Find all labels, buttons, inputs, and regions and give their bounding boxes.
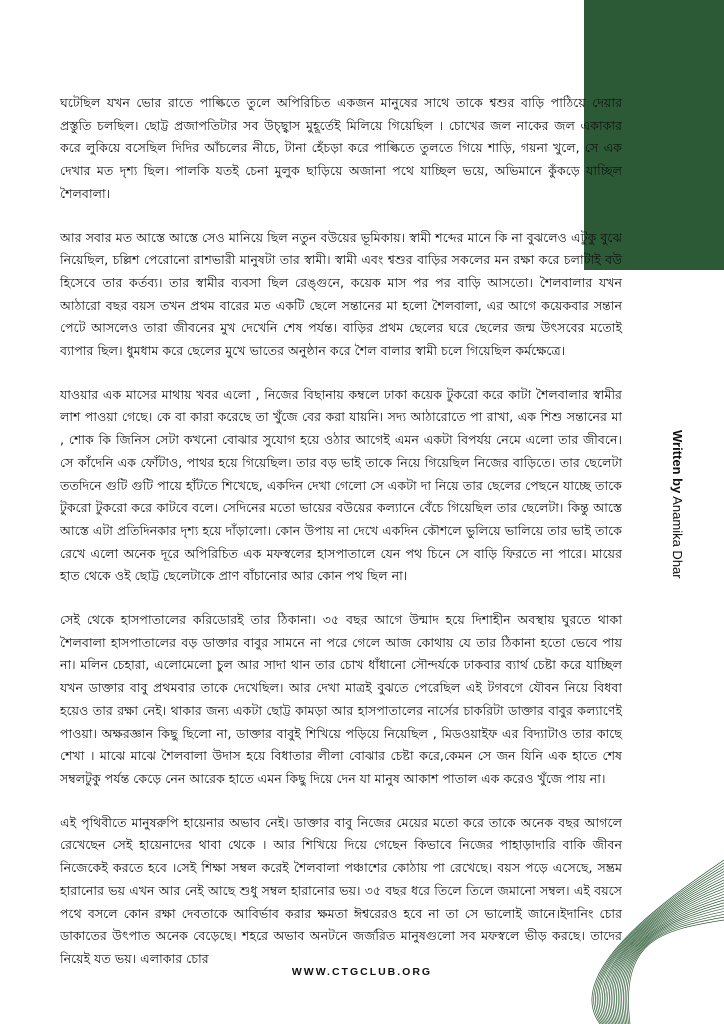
byline-prefix: Written by	[670, 430, 685, 494]
wave-line	[592, 860, 724, 1024]
wave-line	[599, 871, 724, 1024]
paragraph-1: ঘটেছিল যখন ভোর রাতে পাল্কিতে তুলে অপিরিচিত একজন মানুষের সাথে তাকে শ্বশুর বাড়ি পাঠিয়ে দেয়ার প্রস্তুতি চলছিল। ছোট্ট প্রজাপতিটার সব উচ্ছ্বাস মুহূর্তেই মিলিয়ে গিয়েছিল । চোখের জল নাকের জল একাকার করে লুকিয়ে বসেছিল দিদির আঁচলের নীচে, টানা হেঁচড়া করে পাল্কিতে তুলতে গিয়ে শাড়ি, গয়না খুলে, সে এক দেখার মত দৃশ্য ছিল। পালকি যতই চেনা মুলুক ছাড়িয়ে অজানা পথে যাচ্ছিল ভয়ে, অভিমানে কুঁকড়ে যাচ্ছিল শৈলবালা।	[60, 95, 622, 201]
paragraph-4: সেই থেকে হাসপাতালের করিডোরই তার ঠিকানা। ৩৫ বছর আগে উন্মাদ হয়ে দিশাহীন অবস্থায় ঘুরতে থাকা শৈলবালা হাসপাতালের বড় ডাক্তার বাবুর সামনে না পরে গেলে আজ কোথায় যে তার ঠিকানা হতো ভেবে পায় না। মলিন চেহারা, এলোমেলো চুল আর সাদা থান তার চোখ ধাঁধানো সৌন্দর্যকে ঢাকবার ব্যার্থ চেষ্টা করে যাচ্ছিল যখন ডাক্তার বাবু প্রথমবার তাকে দেখেছিল। আর দেখা মাত্রই বুঝতে পেরেছিল এই টগবগে যৌবন নিয়ে বিধবা হয়েও তার রক্ষা নেই। থাকার জন্য একটা ছোট্ট কামড়া আর হাসপাতালের নার্সের চাকরিটা ডাক্তার বাবুর কল্যাণেই পাওয়া। অক্ষরজ্ঞান কিছু ছিলো না, ডাক্তার বাবুই শিখিয়ে পড়িয়ে নিয়েছিল , মিডওয়াইফ এর বিদ্যাটাও তার কাছে শেখা । মাঝে মাঝে শৈলবালা উদাস হয়ে বিধাতার লীলা বোঝার চেষ্টা করে,কেমন সে জন যিনি এক হাতে শেষ সম্বলটুকু পর্যন্ত কেড়ে নেন আরেক হাতে এমন কিছু দিয়ে দেন যা মানুষ আকাশ পাতাল এক করেও খুঁজে পায় না।	[60, 612, 622, 786]
wave-line	[620, 906, 724, 1024]
footer-website: WWW.CTGCLUB.ORG	[291, 966, 433, 978]
author-byline-text	[670, 430, 685, 579]
paragraph-5: এই পৃথিবীতে মানুষরুপি হায়েনার অভাব নেই। ডাক্তার বাবু নিজের মেয়ের মতো করে তাকে অনেক বছর আগলে রেখেছেন সেই হায়েনাদের থাবা থেকে । আর শিখিয়ে দিয়ে গেছেন কিভাবে নিজের পাহাড়াদারি বাকি জীবন নিজেকেই করতে হবে ।সেই শিক্ষা সম্বল করেই শৈলবালা পঞ্চাশের কোঠায় পা রেখেছে। বয়স পড়ে এসেছে, সম্ভ্রম হারানোর ভয় এখন আর নেই আছে শুধু সম্বল হারানোর ভয়। ৩৫ বছর ধরে তিলে তিলে জমানো সম্বল। এই বয়সে পথে বসলে কোন রক্ষা দেবতাকে আবির্ভাব করার ক্ষমতা ঈশ্বরেরও হবে না তা সে ভালোই জানে।ইদানিং চোর ডাকাতের উৎপাত অনেক বেড়েছে। শহরে অভাব অনটনে জর্জরিত মানুষগুলো সব মফস্বলে ভীড় করছে। তাদের নিয়েই যত ভয়। এলাকার চোর	[60, 814, 622, 966]
paragraph-3: যাওয়ার এক মাসের মাথায় খবর এলো , নিজের বিছানায় কম্বলে ঢাকা কয়েক টুকরো করে কাটা শৈলবালার স্বামীর লাশ পাওয়া গেছে। কে বা কারা করেছে তা খুঁজে বের করা যায়নি। সদ্য আঠারোতে পা রাখা, এক শিশু সন্তানের মা , শোক কি জিনিস সেটা কখনো বোঝার সুযোগ হয়ে ওঠার আগেই এমন একটা বিপর্যয় নেমে এলো তার জীবনে। সে কাঁদেনি এক ফোঁটাও, পাথর হয়ে গিয়েছিল। তার বড় ভাই তাকে নিয়ে গিয়েছিল নিজের বাড়িতে। তার ছেলেটা ততদিনে গুটি গুটি পায়ে হাঁটতে শিখেছে, একদিন দেখা গেলো সে একটা দা নিয়ে তার ছেলের পেছনে যাচ্ছে তাকে টুকরো টুকরো করে কাটবে বলে। সেদিনের মতো ভায়ের বউয়ের কল্যানে বেঁচে গিয়েছিল তার ছেলেটা। কিন্তু আস্তে আস্তে এটা প্রতিদিনকার দৃশ্য হয়ে দাঁড়ালো। কোন উপায় না দেখে একদিন কৌশলে ভুলিয়ে ভালিয়ে তার ভাই তাকে রেখে এলো অনেক দূরে অপিরিচিত এক মফস্বলের হাসপাতালে যেন পথ চিনে সে বাড়ি ফিরতে না পারে। মায়ের হাত থেকে ওই ছোট্ট ছেলেটাকে প্রাণ বাঁচানোর আর কোন পথ ছিল না।	[60, 386, 622, 584]
decorative-wave-lines	[560, 850, 724, 1024]
story-body	[60, 92, 622, 992]
paragraph-2: আর সবার মত আস্তে আস্তে সেও মানিয়ে ছিল নতুন বউয়ের ভূমিকায়। স্বামী শব্দের মানে কি না বুঝলেও এটুকু বুঝে নিয়েছিল, চল্লিশ পেরোনো রাশভারী মানুষটা তার স্বামী। স্বামী এবং শ্বশুর বাড়ির সকলের মন রক্ষা করে চলাটাই বউ হিসেবে তার কর্তব্য। তার স্বামীর ব্যবসা ছিল রেঙ্গুনে, কয়েক মাস পর পর বাড়ি আসতো। শৈলবালার যখন আঠারো বছর বয়স তখন প্রথম বারের মত একটি ছেলে সন্তানের মা হলো শৈলবালা, এর আগে কয়েকবার সন্তান পেটে আসলেও তারা জীবনের মুখ দেখেনি শেষ পর্যন্ত। বাড়ির প্রথম ছেলের ঘরে ছেলের জন্ম উৎসবের মতোই ব্যাপার ছিল। ধুমধাম করে ছেলের মুখে ভাতের অনুষ্ঠান করে শৈল বালার স্বামী চলে গিয়েছিল কর্মক্ষেত্রে।	[60, 229, 622, 359]
wave-line	[601, 874, 724, 1024]
byline-author: Anamika Dhar	[670, 496, 685, 579]
author-byline	[663, 430, 687, 640]
wave-line	[613, 894, 724, 1024]
wave-line	[604, 880, 724, 1024]
wave-line	[616, 900, 724, 1024]
wave-line	[602, 877, 724, 1024]
